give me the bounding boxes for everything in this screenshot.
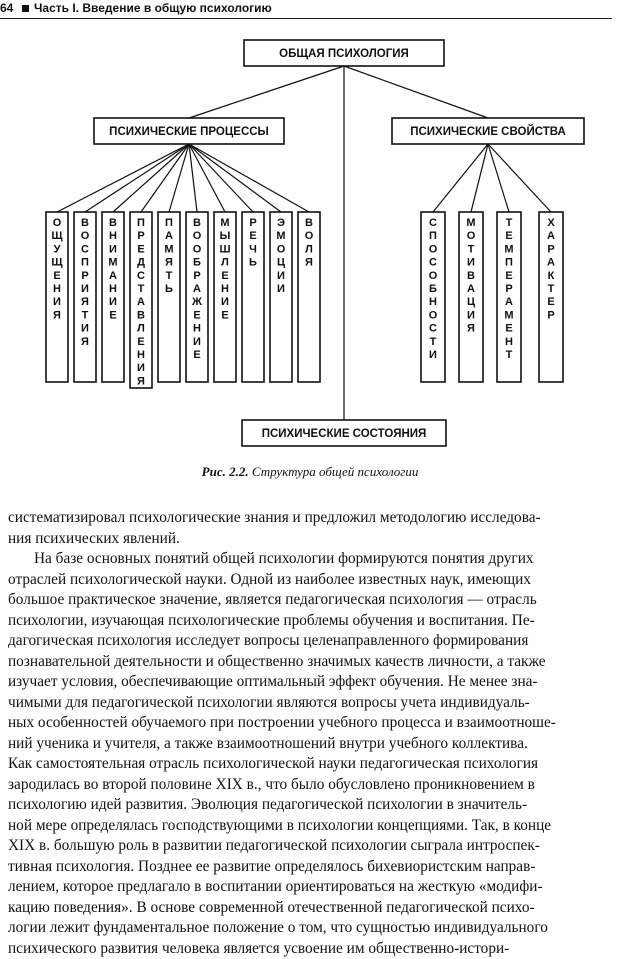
square-bullet-icon	[22, 5, 29, 12]
node-states	[242, 420, 446, 446]
text-line: дагогическая психология исследует вопросы целенаправленного формирования	[8, 631, 618, 652]
node-process-item	[74, 212, 96, 382]
node-processes-label: ПСИХИЧЕСКИЕ ПРОЦЕССЫ	[109, 126, 269, 138]
node-process-item-label: М Ы Ш Л Е Н И Е	[219, 217, 230, 321]
edge-root-properties	[344, 66, 488, 118]
edge-process-7	[189, 144, 253, 212]
node-property-item-label: С П О С О Б Н О С Т И	[429, 217, 438, 361]
figure-caption	[0, 464, 620, 480]
running-header	[0, 0, 612, 19]
text-line: психологии, изучающая психологические проблемы обучения и воспитания. Пе-	[8, 611, 618, 632]
node-property-item	[421, 212, 445, 382]
node-process-item	[186, 212, 208, 382]
text-line: лением, которое предлагало в воспитании ориентироваться на жесткую «модифи-	[8, 877, 618, 898]
node-property-item	[459, 212, 483, 382]
node-states-label: ПСИХИЧЕСКИЕ СОСТОЯНИЯ	[262, 428, 427, 440]
node-process-item-label: В О С П Р И Я Т И Я	[81, 217, 90, 348]
text-line: ний ученика и учителя, а также взаимоотношений внутри учебного коллектива.	[8, 734, 618, 755]
text-line: зародилась во второй половине XIX в., что было обусловлено проникновением в	[8, 775, 618, 796]
edge-property-3	[488, 144, 551, 212]
node-process-item-label: В Н И М А Н И Е	[108, 217, 117, 321]
figure-title: Структура общей психологии	[252, 464, 418, 479]
node-process-item	[214, 212, 236, 382]
text-line: Как самостоятельная отрасль психологической науки педагогическая психология	[8, 754, 618, 775]
node-process-item-label: О Щ У Щ Е Н И Я	[51, 217, 63, 321]
text-line: психологию идей развития. Эволюция педагогической психологии в значитель-	[8, 795, 618, 816]
text-line: ной мере определялась господствующими в психологии концепциями. Так, в конце	[8, 816, 618, 837]
text-line: логии лежит фундаментальное положение о том, что сущностью индивидуального	[8, 918, 618, 939]
node-property-item-label: Т Е М П Е Р А М Е Н Т	[504, 217, 513, 361]
text-line: изучает условия, обеспечивающие оптимальный эффект обучения. Не менее зна-	[8, 672, 618, 693]
node-property-item-label: М О Т И В А Ц И Я	[466, 217, 475, 335]
node-property-item	[539, 212, 563, 382]
text-line: психического развития человека является усвоение им общественно-истори-	[8, 939, 618, 959]
node-processes	[94, 118, 284, 144]
edge-process-5	[189, 144, 197, 212]
text-line: отраслей психологической науки. Одной из наиболее известных наук, имеющих	[8, 570, 618, 591]
node-process-item	[270, 212, 292, 382]
edge-process-0	[57, 144, 189, 212]
text-line: систематизировал психологические знания и предложил методологию исследова-	[8, 508, 618, 529]
page-number: 64	[0, 0, 13, 16]
node-properties	[392, 118, 584, 144]
node-process-item-label: В О О Б Р А Ж Е Н И Е	[191, 217, 202, 361]
text-line: тивная психология. Позднее ее развитие определялось бихевиористским направ-	[8, 857, 618, 878]
text-line: На базе основных понятий общей психологии формируются понятия других	[8, 549, 618, 570]
node-process-item	[46, 212, 68, 382]
node-root-label: ОБЩАЯ ПСИХОЛОГИЯ	[279, 48, 409, 60]
text-line: чимыми для педагогической психологии являются вопросы учета индивидуаль-	[8, 693, 618, 714]
edge-root-processes	[189, 66, 344, 118]
edge-process-8	[189, 144, 281, 212]
text-line: ния психических явлений.	[8, 529, 618, 550]
edge-process-3	[141, 144, 189, 212]
edge-process-4	[169, 144, 189, 212]
node-process-item-label: П А М Я Т Ь	[164, 217, 173, 295]
running-title: Часть I. Введение в общую психологию	[34, 0, 272, 16]
node-process-item	[130, 212, 152, 388]
edge-property-2	[488, 144, 509, 212]
node-root	[244, 40, 444, 66]
structure-diagram	[0, 20, 620, 460]
node-process-item-label: В О Л Я	[305, 217, 314, 269]
text-line: большое практическое значение, является педагогическая психология — отрасль	[8, 590, 618, 611]
node-process-item-label: П Р Е Д С Т А В Л Е Н И Я	[137, 217, 145, 387]
node-process-item	[298, 212, 320, 382]
figure-label: Рис. 2.2.	[202, 464, 249, 479]
node-property-item	[497, 212, 521, 382]
node-property-item-label: Х А Р А К Т Е Р	[547, 217, 555, 321]
text-line: кацию поведения». В основе современной отечественной педагогической психо-	[8, 898, 618, 919]
node-properties-label: ПСИХИЧЕСКИЕ СВОЙСТВА	[410, 125, 566, 138]
edge-process-1	[85, 144, 189, 212]
node-process-item	[102, 212, 124, 382]
edge-process-2	[113, 144, 189, 212]
node-process-item-label: Р Е Ч Ь	[249, 217, 257, 269]
text-line: XIX в. большую роль в развитии педагогической психологии сыграла интроспек-	[8, 836, 618, 857]
node-process-item	[242, 212, 264, 382]
body-text	[8, 508, 618, 959]
text-line: ных особенностей обучаемого при построении учебного процесса и взаимоотноше-	[8, 713, 618, 734]
node-process-item	[158, 212, 180, 382]
node-process-item-label: Э М О Ц И И	[276, 217, 285, 295]
text-line: познавательной деятельности и общественно значимых качеств личности, а также	[8, 652, 618, 673]
